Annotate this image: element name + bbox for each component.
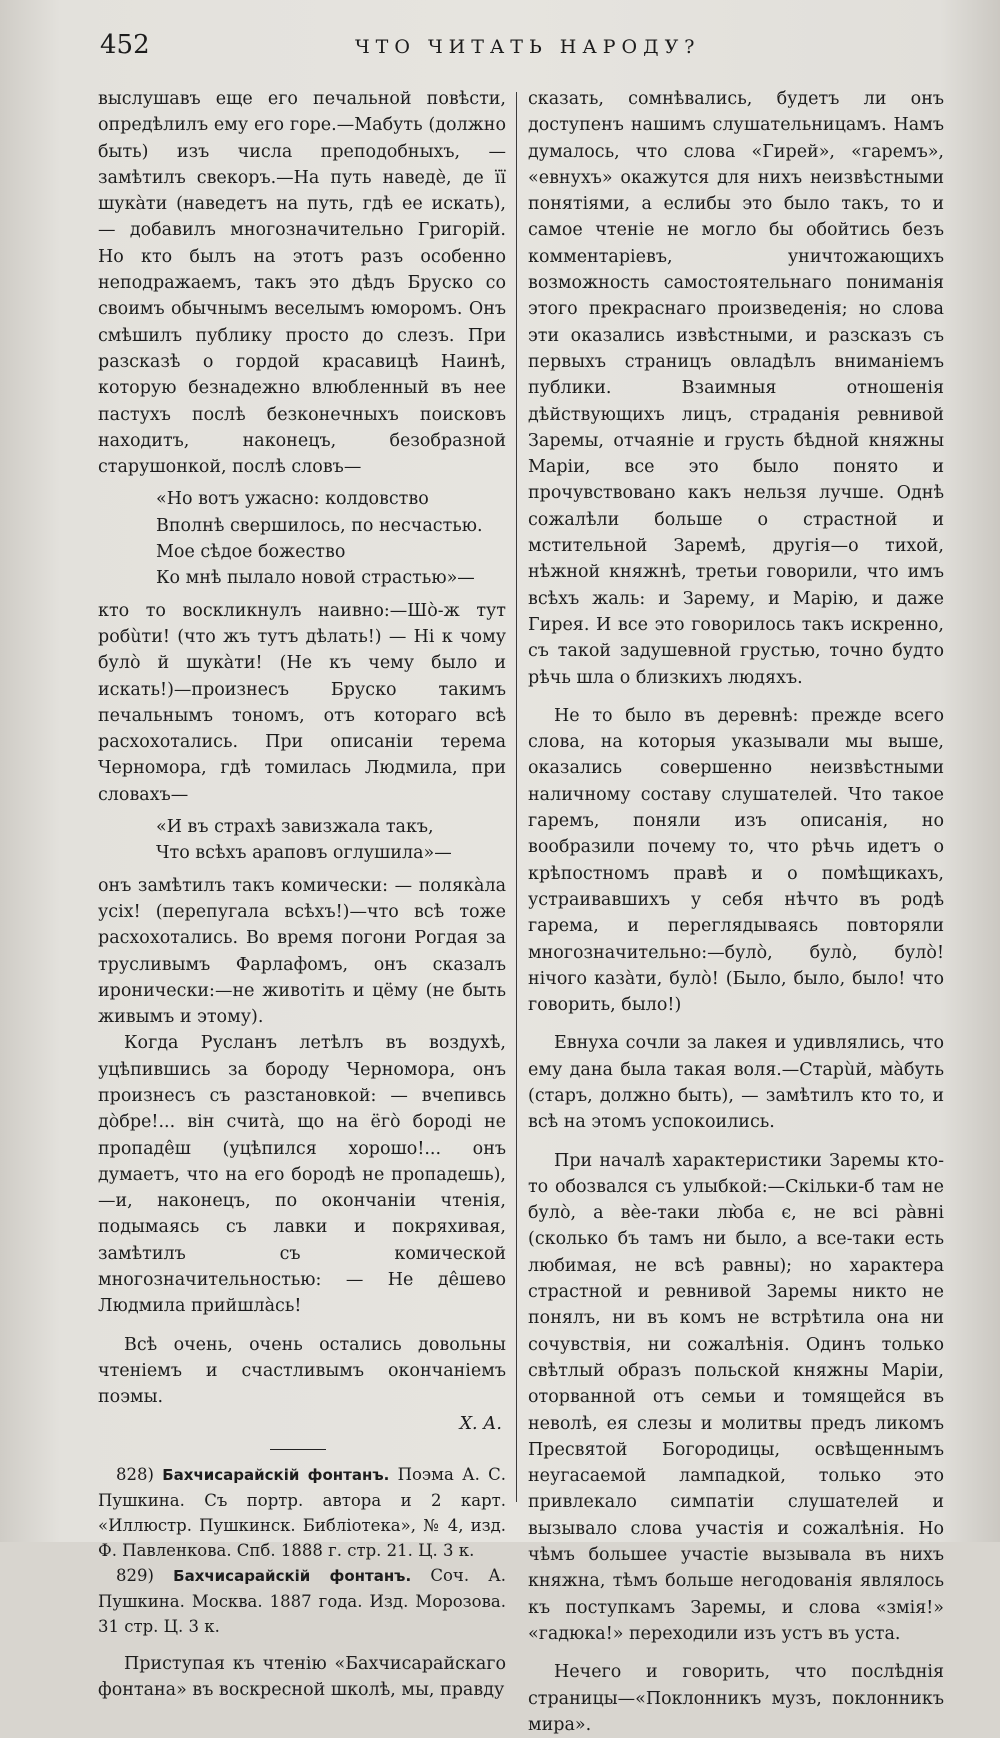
left-paragraph-5: Всѣ очень, очень остались довольны чтеніемъ и счастливымъ окончаніемъ поэмы. [98,1334,506,1408]
author-signature: Х. А. [459,1413,502,1434]
right-paragraph-3: Евнуха сочли за лакея и удивлялись, что ему дана была такая воля.—Старùй, мàбуть (старъ, должно быть), — замѣтилъ кто то, и всѣ на этомъ успокоились. [528,1033,944,1133]
reference-title: Бахчисарайскій фонтанъ. [173,1566,412,1585]
reference-details: Поэма А. С. Пушкина. Съ портр. автора и 2 карт. «Иллюстр. Пушкинск. Библіотека», № 4, изд. Ф. Павленкова. Спб. 1888 г. стр. 21. Ц. 3 к. [98,1464,507,1560]
left-paragraph-4: Когда Русланъ летѣлъ въ воздухѣ, уцѣпившись за бороду Черномора, онъ произнесъ съ разстановкой: — вчепивсь дòбре!... він считà, що на ёгò бороді не пропадêш (уцѣпился хорошо!... онъ думаетъ, что на его бородѣ не пропадешь),—и, наконецъ, по окончаніи чтенія, подымаясь съ лавки и покряхивая, замѣтилъ съ комической многозначительностью: — Не дêшево Людмила прийшлàсь! [98,1033,506,1317]
reference-title: Бахчисарайскій фонтанъ. [162,1465,390,1484]
verse-block-1 [156,486,506,591]
right-paragraph-1: сказать, сомнѣвались, будетъ ли онъ доступенъ нашимъ слушательницамъ. Намъ думалось, что слова «Гирей», «гаремъ», «евнухъ» окажутся для нихъ неизвѣстными понятіями, а еслибы это было такъ, то и самое чтеніе не могло бы обойтись безъ комментаріевъ, уничтожающихъ возможность самостоятельнаго пониманія этого прекраснаго произведенія; но слова эти оказались извѣстными, и разсказъ съ первыхъ страницъ овладѣлъ вниманіемъ публики. Взаимныя отношенія дѣйствующихъ лицъ, страданія ревнивой Заремы, отчаяніе и грусть бѣдной княжны Маріи, все это было понято и прочувствовано какъ нельзя лучше. Однѣ сожалѣли больше о страстной и мстительной Заремѣ, другія—о тихой, нѣжной княжнѣ, третьи говорили, что имъ всѣхъ жаль: и Зарему, и Марію, и даже Гирея. И все это говорилось такъ искренно, съ такой задушевной грустью, точно будто рѣчь шла о близкихъ людяхъ. [528,89,944,688]
left-paragraph-2: кто то воскликнулъ наивно:—Шò-ж тут робùти! (что жъ тутъ дѣлать!) — Ні к чому булò й шукàти! (Не къ чему было и искать!)—произнесъ Бруско такимъ печальнымъ тономъ, отъ котораго всѣ расхохотались. При описаніи терема Черномора, гдѣ томилась Людмила, при словахъ— [98,600,506,805]
left-paragraph-3: онъ замѣтилъ такъ комически: — полякàла усіх! (перепугала всѣхъ!)—что всѣ тоже расхохотались. Во время погони Рогдая за трусливымъ Фарлафомъ, онъ сказалъ иронически:—не животіть и цёму (не быть живымъ и этому). [98,875,506,1028]
reference-details: Соч. А. Пушкина. Москва. 1887 года. Изд. Морозова. 31 стр. Ц. 3 к. [98,1565,507,1636]
column-divider [516,92,517,1502]
verse-block-2 [156,814,506,867]
right-paragraph-2: Не то было въ деревнѣ: прежде всего слова, на которыя указывали мы выше, оказались совершенно неизвѣстными наличному составу слушателей. Что такое гаремъ, поняли изъ описанія, но вообразили почему то, что рѣчь идетъ о крѣпостномъ правѣ и о помѣщикахъ, устраивавшихъ у себя нѣчто въ родѣ гарема, и переглядываясь повторяли многозначительно:—булò, булò, булò! нічого казàти, булò! (Было, было, было! что говорить, было!) [528,705,944,1016]
page-number: 452 [100,30,150,60]
right-paragraph-5: Нечего и говорить, что послѣднія страницы—«Поклонникъ музъ, поклонникъ мира». [528,1662,944,1735]
verse-line: «И въ страхѣ завизжала такъ, [156,817,434,838]
left-paragraph-6: Приступая къ чтенію «Бахчисарайскаго фонтана» въ воскресной школѣ, мы, правду [98,1653,506,1701]
left-paragraph-1: выслушавъ еще его печальной повѣсти, опредѣлилъ ему его горе.—Мабуть (должно быть) изъ числа преподобныхъ, — замѣтилъ свекоръ.—На путь наведѐ, де її шукàти (наведетъ на путь, гдѣ ее искать), — добавилъ многозначительно Григорій. Но кто былъ на этотъ разъ особенно неподражаемъ, такъ это дѣдъ Бруско со своимъ обычнымъ веселымъ юморомъ. Онъ смѣшилъ публику просто до слезъ. При разсказѣ о гордой красавицѣ Наинѣ, которую безнадежно влюбленный въ нее пастухъ послѣ безконечныхъ поисковъ находитъ, наконецъ, безобразной старушонкой, послѣ словъ— [98,89,506,478]
verse-line: Вполнѣ свершилось, по несчастью. [156,515,483,536]
reference-number: 829) [116,1565,154,1585]
right-paragraph-4: При началѣ характеристики Заремы кто-то обозвался съ улыбкой:—Скільки-б там не булò, а вѐе-таки лю̀ба є, не всі рàвні (сколько бъ тамъ ни было, а все-таки есть любимая, не всѣ равны); но характера страстной и ревнивой Заремы никто не понялъ, ни въ комъ не встрѣтила она ни сочувствія, ни сожалѣнія. Одинъ только свѣтлый образъ польской княжны Маріи, оторванной отъ семьи и томящейся въ неволѣ, ея слезы и молитвы предъ ликомъ Пресвятой Богородицы, освѣщеннымъ неугасаемой лампадкой, только это привлекало симпатіи слушателей и вызывало слова участія и сожалѣнія. Но чѣмъ большее участіе вызывала въ нихъ княжна, тѣмъ больше негодованія являлось къ поступкамъ Заремы, и слова «змія!» «гадюка!» переходили изъ устъ въ уста. [528,1150,944,1644]
reference-829 [98,1563,506,1639]
left-column [98,86,506,1703]
running-title: ЧТО ЧИТАТЬ НАРОДУ? [355,36,701,58]
verse-line: Мое сѣдое божество [156,542,346,563]
page-header [100,30,940,70]
right-column [528,86,944,1738]
verse-line: «Но вотъ ужасно: колдовство [156,489,429,510]
verse-line: Ко мнѣ пылало новой страстью»— [156,568,475,589]
reference-828 [98,1462,506,1563]
verse-line: Что всѣхъ араповъ оглушила»— [156,843,452,864]
section-separator [270,1449,326,1450]
reference-number: 828) [116,1464,154,1484]
